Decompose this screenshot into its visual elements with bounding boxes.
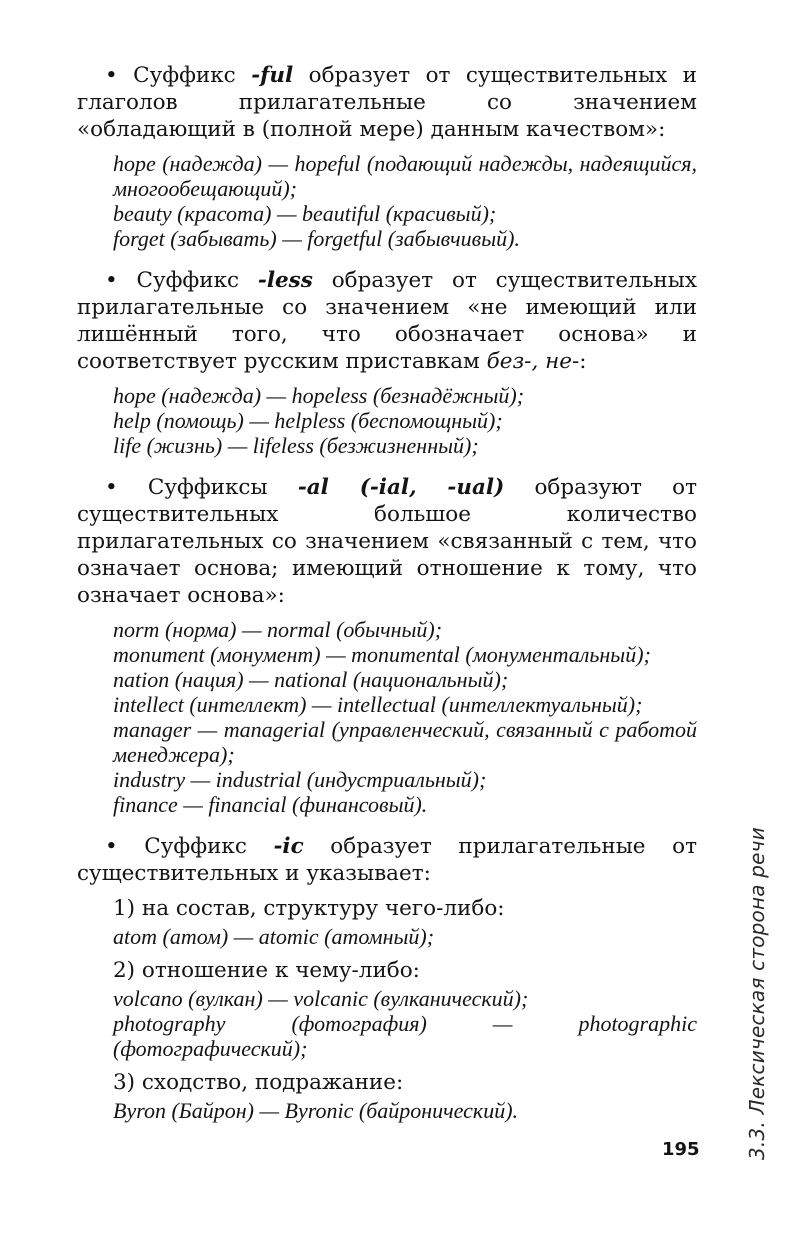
section-suffix-less [77, 267, 697, 458]
examples-ful [113, 151, 697, 251]
bullet-label: • Суффиксы [105, 475, 298, 500]
paragraph-end: : [579, 349, 587, 374]
example-line: nation (нация) — national (национальный); [113, 667, 509, 692]
bullet-label: • Суффикс [105, 63, 252, 88]
ic-item-examples [113, 924, 697, 949]
suffix-term: -less [257, 268, 313, 293]
example-line: industry — industrial (индустриальный); [113, 767, 487, 792]
example-line: beauty (красота) — beautiful (красивый); [113, 201, 497, 226]
paragraph-text: образуют от существительных большое количество прилагательных со значением «связанный с тем, что означает основа; имеющий отношение к тому, что означает основа»: [77, 475, 698, 608]
suffix-term: -al (-ial, -ual) [297, 475, 505, 500]
example-line: monument (монумент) — monumental (монументальный); [113, 642, 651, 667]
paragraph-text: образует от существительных и глаголов прилагательные со значением «обладающий в (полной мере) данным качеством»: [77, 63, 697, 142]
example-line: manager — managerial (управленческий, связанный с работой менеджера); [113, 717, 697, 767]
example-line: intellect (интеллект) — intellectual (интеллектуальный); [113, 692, 643, 717]
ic-item [77, 957, 697, 1061]
chapter-side-title: 3.3. Лексическая сторона речи [745, 827, 769, 1160]
example-line: Byron (Байрон) — Byronic (байронический). [113, 1098, 519, 1123]
examples-al [113, 617, 697, 817]
example-line: photography (фотография) — photographic (фотографический); [113, 1011, 697, 1061]
paragraph-suffix-al [77, 474, 697, 609]
section-suffix-ful [77, 62, 697, 251]
example-line: volcano (вулкан) — volcanic (вулканический); [113, 986, 529, 1011]
prefixes-term: без-, не- [486, 349, 580, 374]
suffix-term: -ic [273, 834, 304, 859]
example-line: life (жизнь) — lifeless (безжизненный); [113, 433, 479, 458]
paragraph-suffix-ful [77, 62, 697, 143]
ic-item-label: 3) сходство, подражание: [113, 1070, 404, 1095]
paragraph-suffix-ic [77, 833, 697, 887]
paragraph-text: образует прилагательные от существительных и указывает: [77, 834, 697, 886]
bullet-label: • Суффикс [105, 268, 258, 293]
example-line: forget (забывать) — forgetful (забывчивый). [113, 226, 520, 251]
ic-item-label: 2) отношение к чему-либо: [113, 958, 420, 983]
examples-less [113, 383, 697, 458]
paragraph-suffix-less [77, 267, 697, 375]
ic-item-examples [113, 986, 697, 1061]
section-suffix-al [77, 474, 697, 817]
ic-item [77, 1069, 697, 1123]
example-line: hope (надежда) — hopeless (безнадёжный); [113, 383, 525, 408]
ic-item [77, 895, 697, 949]
text-column [77, 62, 697, 1123]
ic-item-label: 1) на состав, структуру чего-либо: [113, 896, 505, 921]
section-suffix-ic [77, 833, 697, 1123]
example-line: atom (атом) — atomic (атомный); [113, 924, 435, 949]
ic-item-examples [113, 1098, 697, 1123]
example-line: help (помощь) — helpless (беспомощный); [113, 408, 503, 433]
example-line: hope (надежда) — hopeful (подающий надежды, надеящийся, многообещающий); [113, 151, 697, 201]
example-line: finance — financial (финансовый). [113, 792, 428, 817]
suffix-term: -ful [251, 63, 294, 88]
paragraph-text: образует от существительных прилагательные со значением «не имеющий или лишённый того, что обозначает основа» и соответствует русским приставкам [77, 268, 697, 374]
page-number: 195 [662, 1139, 700, 1160]
example-line: norm (норма) — normal (обычный); [113, 617, 443, 642]
bullet-label: • Суффикс [105, 834, 274, 859]
